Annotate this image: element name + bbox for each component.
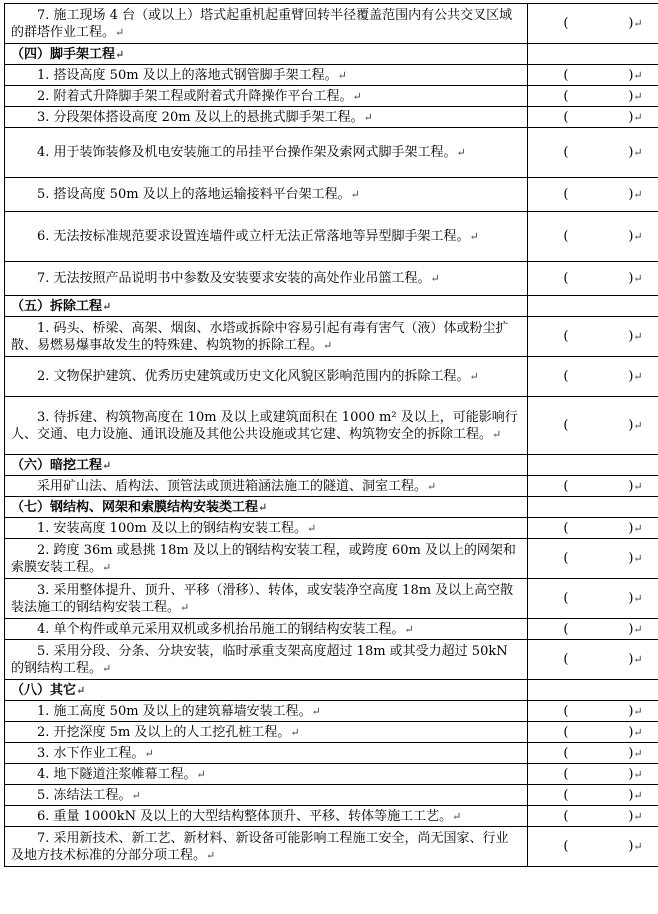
- paragraph-mark-icon: ↵: [633, 552, 643, 565]
- check-cell: [528, 827, 658, 867]
- open-paren: (: [563, 808, 569, 824]
- close-paren: ): [628, 745, 634, 761]
- close-paren: ): [628, 591, 634, 606]
- open-paren: (: [563, 109, 569, 125]
- paragraph-mark-icon: ↵: [350, 188, 360, 201]
- open-paren: (: [563, 16, 569, 31]
- empty-cell: [528, 497, 658, 518]
- row-text: 7. 采用新技术、新工艺、新材料、新设备可能影响工程施工安全，尚无国家、行业及地方技术标准的分部分项工程。: [11, 830, 509, 863]
- item-text: [5, 764, 528, 785]
- paragraph-mark-icon: ↵: [633, 521, 643, 535]
- open-paren: (: [563, 839, 569, 854]
- open-paren: (: [563, 766, 569, 782]
- item-row: [5, 722, 658, 743]
- section-title: [5, 497, 528, 518]
- item-row: [5, 785, 658, 806]
- paragraph-mark-icon: ↵: [633, 767, 643, 781]
- section-title: [5, 680, 528, 701]
- close-paren: ): [628, 187, 634, 202]
- item-text: [5, 518, 528, 539]
- paragraph-mark-icon: ↵: [102, 560, 112, 574]
- paragraph-mark-icon: ↵: [196, 767, 206, 781]
- check-parentheses[interactable]: [563, 724, 633, 741]
- row-text: 3. 分段架体搭设高度 20m 及以上的悬挑式脚手架工程。: [37, 109, 364, 125]
- section-row: [5, 44, 658, 65]
- item-text: [5, 827, 528, 867]
- check-parentheses[interactable]: [563, 228, 633, 245]
- paragraph-mark-icon: ↵: [633, 89, 643, 103]
- close-paren: ): [628, 724, 634, 740]
- paragraph-mark-icon: ↵: [102, 661, 112, 675]
- row-text: 2. 跨度 36m 或悬挑 18m 及以上的钢结构安装工程，或跨度 60m 及以上的网架和索膜安装工程。: [11, 542, 516, 575]
- item-row: [5, 539, 658, 579]
- close-paren: ): [628, 766, 634, 782]
- check-parentheses[interactable]: [563, 838, 633, 855]
- open-paren: (: [563, 621, 569, 637]
- check-parentheses[interactable]: [563, 368, 633, 385]
- item-row: [5, 397, 658, 455]
- paragraph-mark-icon: ↵: [633, 419, 643, 432]
- item-row: [5, 701, 658, 722]
- close-paren: ): [628, 839, 634, 854]
- item-row: [5, 128, 658, 178]
- item-text: [5, 4, 528, 44]
- item-text: [5, 785, 528, 806]
- check-parentheses[interactable]: [563, 328, 633, 345]
- item-row: [5, 65, 658, 86]
- row-text: 3. 采用整体提升、顶升、平移（滑移）、转体，或安装净空高度 18m 及以上高空散装法施工的钢结构安装工程。: [11, 582, 514, 615]
- row-text: 4. 用于装饰装修及机电安装施工的吊挂平台操作架及索网式脚手架工程。: [37, 145, 457, 160]
- check-cell: [528, 128, 658, 178]
- paragraph-mark-icon: ↵: [452, 809, 462, 823]
- check-cell: [528, 579, 658, 619]
- close-paren: ): [628, 478, 634, 494]
- item-text: [5, 86, 528, 107]
- check-cell: [528, 357, 658, 397]
- close-paren: ): [628, 551, 634, 566]
- check-parentheses[interactable]: [563, 787, 633, 804]
- open-paren: (: [563, 88, 569, 104]
- section-row: [5, 680, 658, 701]
- paragraph-mark-icon: ↵: [633, 110, 643, 124]
- paragraph-mark-icon: ↵: [456, 146, 466, 159]
- paragraph-mark-icon: ↵: [633, 17, 643, 30]
- close-paren: ): [628, 369, 634, 384]
- row-text: 1. 安装高度 100m 及以上的钢结构安装工程。: [37, 520, 307, 536]
- row-text: 7. 无法按照产品说明书中参数及安装要求安装的高处作业吊篮工程。: [37, 271, 431, 286]
- item-row: [5, 178, 658, 212]
- item-text: [5, 357, 528, 397]
- row-text: （四）脚手架工程: [11, 46, 116, 62]
- open-paren: (: [563, 187, 569, 202]
- item-row: [5, 107, 658, 128]
- close-paren: ): [628, 67, 634, 83]
- paragraph-mark-icon: ↵: [311, 704, 321, 718]
- item-text: [5, 212, 528, 262]
- paragraph-mark-icon: ↵: [633, 272, 643, 285]
- section-row: [5, 455, 658, 476]
- open-paren: (: [563, 67, 569, 83]
- row-text: 3. 水下作业工程。: [37, 745, 145, 761]
- row-text: 2. 开挖深度 5m 及以上的人工挖孔桩工程。: [37, 724, 291, 740]
- paragraph-mark-icon: ↵: [76, 683, 86, 697]
- row-text: （五）拆除工程: [11, 298, 103, 314]
- item-text: [5, 476, 528, 497]
- row-text: 2. 文物保护建筑、优秀历史建筑或历史文化风貌区影响范围内的拆除工程。: [37, 369, 470, 384]
- item-row: [5, 317, 658, 357]
- check-cell: [528, 518, 658, 539]
- row-text: 采用矿山法、盾构法、顶管法或顶进箱涵法施工的隧道、洞室工程。: [37, 478, 428, 494]
- paragraph-mark-icon: ↵: [427, 479, 437, 493]
- close-paren: ): [628, 703, 634, 719]
- close-paren: ): [628, 808, 634, 824]
- open-paren: (: [563, 478, 569, 494]
- check-parentheses[interactable]: [563, 88, 633, 105]
- open-paren: (: [563, 271, 569, 286]
- item-text: [5, 722, 528, 743]
- paragraph-mark-icon: ↵: [430, 272, 440, 285]
- paragraph-mark-icon: ↵: [206, 848, 216, 862]
- check-parentheses[interactable]: [563, 109, 633, 126]
- paragraph-mark-icon: ↵: [469, 370, 479, 383]
- check-cell: [528, 262, 658, 296]
- close-paren: ): [628, 520, 634, 536]
- row-text: （八）其它: [11, 682, 77, 698]
- check-cell: [528, 317, 658, 357]
- paragraph-mark-icon: ↵: [633, 746, 643, 760]
- paragraph-mark-icon: ↵: [290, 725, 300, 739]
- section-row: [5, 296, 658, 317]
- item-row: [5, 86, 658, 107]
- item-row: [5, 827, 658, 867]
- check-parentheses[interactable]: [563, 745, 633, 762]
- check-parentheses[interactable]: [563, 766, 633, 783]
- item-text: [5, 806, 528, 827]
- close-paren: ): [628, 16, 634, 31]
- paragraph-mark-icon: ↵: [633, 704, 643, 718]
- paragraph-mark-icon: ↵: [102, 458, 112, 472]
- check-cell: [528, 785, 658, 806]
- check-parentheses[interactable]: [563, 808, 633, 825]
- item-row: [5, 212, 658, 262]
- open-paren: (: [563, 591, 569, 606]
- open-paren: (: [563, 418, 569, 433]
- item-text: [5, 640, 528, 680]
- check-parentheses[interactable]: [563, 144, 633, 161]
- close-paren: ): [628, 418, 634, 433]
- item-text: [5, 743, 528, 764]
- paragraph-mark-icon: ↵: [180, 600, 190, 614]
- check-cell: [528, 743, 658, 764]
- paragraph-mark-icon: ↵: [323, 338, 333, 352]
- row-text: 6. 无法按标准规范要求设置连墙件或立杆无法正常落地等异型脚手架工程。: [37, 229, 470, 244]
- paragraph-mark-icon: ↵: [469, 230, 479, 243]
- item-text: [5, 397, 528, 455]
- item-row: [5, 476, 658, 497]
- open-paren: (: [563, 551, 569, 566]
- paragraph-mark-icon: ↵: [633, 68, 643, 82]
- check-parentheses[interactable]: [563, 15, 633, 32]
- check-cell: [528, 86, 658, 107]
- row-text: 3. 待拆建、构筑物高度在 10m 及以上或建筑面积在 1000 m² 及以上，可能影响行人、交通、电力设施、通讯设施及其他公共设施或其它建、构筑物安全的拆除工程。: [11, 409, 518, 442]
- row-text: 1. 施工高度 50m 及以上的建筑幕墙安装工程。: [37, 703, 312, 719]
- section-title: [5, 296, 528, 317]
- paragraph-mark-icon: ↵: [633, 788, 643, 802]
- check-cell: [528, 4, 658, 44]
- paragraph-mark-icon: ↵: [258, 500, 268, 514]
- paragraph-mark-icon: ↵: [306, 521, 317, 535]
- close-paren: ): [628, 88, 634, 104]
- paragraph-mark-icon: ↵: [633, 653, 643, 666]
- item-text: [5, 317, 528, 357]
- paragraph-mark-icon: ↵: [337, 68, 347, 82]
- item-text: [5, 701, 528, 722]
- item-text: [5, 262, 528, 296]
- item-row: [5, 262, 658, 296]
- check-parentheses[interactable]: [563, 417, 633, 434]
- paragraph-mark-icon: ↵: [633, 809, 643, 823]
- open-paren: (: [563, 145, 569, 160]
- paragraph-mark-icon: ↵: [633, 230, 643, 243]
- check-cell: [528, 764, 658, 785]
- item-row: [5, 743, 658, 764]
- check-parentheses[interactable]: [563, 550, 633, 567]
- item-text: [5, 65, 528, 86]
- paragraph-mark-icon: ↵: [144, 746, 154, 760]
- paragraph-mark-icon: ↵: [102, 299, 112, 313]
- check-cell: [528, 806, 658, 827]
- paragraph-mark-icon: ↵: [633, 370, 643, 383]
- check-cell: [528, 397, 658, 455]
- item-row: [5, 357, 658, 397]
- check-cell: [528, 212, 658, 262]
- check-cell: [528, 178, 658, 212]
- paragraph-mark-icon: ↵: [633, 622, 643, 636]
- close-paren: ): [628, 652, 634, 667]
- close-paren: ): [628, 621, 634, 637]
- paragraph-mark-icon: ↵: [633, 725, 643, 739]
- paragraph-mark-icon: ↵: [363, 110, 373, 124]
- check-parentheses[interactable]: [563, 478, 633, 495]
- row-text: 4. 地下隧道注浆帷幕工程。: [37, 766, 197, 782]
- item-row: [5, 619, 658, 640]
- row-text: 1. 搭设高度 50m 及以上的落地式钢管脚手架工程。: [37, 67, 338, 83]
- row-text: 5. 采用分段、分条、分块安装，临时承重支架高度超过 18m 或其受力超过 50kN 的钢结构工程。: [11, 643, 508, 676]
- open-paren: (: [563, 652, 569, 667]
- row-text: 6. 重量 1000kN 及以上的大型结构整体顶升、平移、转体等施工工艺。: [37, 808, 453, 824]
- item-text: [5, 128, 528, 178]
- close-paren: ): [628, 271, 634, 286]
- section-title: [5, 44, 528, 65]
- close-paren: ): [628, 229, 634, 244]
- close-paren: ): [628, 787, 634, 803]
- row-text: 7. 施工现场 4 台（或以上）塔式起重机起重臂回转半径覆盖范围内有公共交叉区域的群塔作业工程。: [11, 7, 513, 40]
- close-paren: ): [628, 329, 634, 344]
- row-text: 5. 搭设高度 50m 及以上的落地运输接料平台架工程。: [37, 187, 351, 202]
- check-cell: [528, 701, 658, 722]
- empty-cell: [528, 680, 658, 701]
- row-text: （七）钢结构、网架和索膜结构安装类工程: [11, 499, 259, 515]
- project-checklist-table: [4, 3, 658, 867]
- open-paren: (: [563, 703, 569, 719]
- paragraph-mark-icon: ↵: [633, 330, 643, 343]
- check-cell: [528, 65, 658, 86]
- check-parentheses[interactable]: [563, 651, 633, 668]
- check-cell: [528, 539, 658, 579]
- paragraph-mark-icon: ↵: [633, 146, 643, 159]
- check-parentheses[interactable]: [563, 67, 633, 84]
- paragraph-mark-icon: ↵: [492, 427, 502, 441]
- empty-cell: [528, 455, 658, 476]
- check-parentheses[interactable]: [563, 590, 633, 607]
- row-text: （六）暗挖工程: [11, 457, 103, 473]
- empty-cell: [528, 44, 658, 65]
- check-parentheses[interactable]: [563, 186, 633, 203]
- open-paren: (: [563, 329, 569, 344]
- paragraph-mark-icon: ↵: [115, 25, 125, 39]
- row-text: 1. 码头、桥梁、高架、烟囱、水塔或拆除中容易引起有毒有害气（液）体或粉尘扩散、易燃易爆事故发生的特殊建、构筑物的拆除工程。: [11, 320, 509, 353]
- open-paren: (: [563, 745, 569, 761]
- row-text: 5. 冻结法工程。: [37, 787, 132, 803]
- close-paren: ): [628, 145, 634, 160]
- paragraph-mark-icon: ↵: [633, 592, 643, 605]
- check-cell: [528, 640, 658, 680]
- item-row: [5, 640, 658, 680]
- check-cell: [528, 107, 658, 128]
- open-paren: (: [563, 520, 569, 536]
- item-row: [5, 4, 658, 44]
- paragraph-mark-icon: ↵: [352, 89, 362, 103]
- row-text: 4. 单个构件或单元采用双机或多机抬吊施工的钢结构安装工程。: [37, 621, 405, 637]
- row-text: 2. 附着式升降脚手架工程或附着式升降操作平台工程。: [37, 88, 353, 104]
- item-text: [5, 619, 528, 640]
- item-row: [5, 764, 658, 785]
- check-cell: [528, 619, 658, 640]
- paragraph-mark-icon: ↵: [633, 479, 643, 493]
- check-parentheses[interactable]: [563, 270, 633, 287]
- open-paren: (: [563, 229, 569, 244]
- item-text: [5, 178, 528, 212]
- paragraph-mark-icon: ↵: [115, 47, 125, 61]
- item-text: [5, 107, 528, 128]
- item-row: [5, 579, 658, 619]
- open-paren: (: [563, 369, 569, 384]
- check-parentheses[interactable]: [563, 703, 633, 720]
- paragraph-mark-icon: ↵: [131, 788, 141, 802]
- item-text: [5, 539, 528, 579]
- open-paren: (: [563, 724, 569, 740]
- empty-cell: [528, 296, 658, 317]
- item-text: [5, 579, 528, 619]
- check-cell: [528, 476, 658, 497]
- section-row: [5, 497, 658, 518]
- paragraph-mark-icon: ↵: [633, 840, 643, 853]
- section-title: [5, 455, 528, 476]
- item-row: [5, 518, 658, 539]
- paragraph-mark-icon: ↵: [404, 622, 414, 636]
- open-paren: (: [563, 787, 569, 803]
- check-parentheses[interactable]: [563, 621, 633, 638]
- paragraph-mark-icon: ↵: [633, 188, 643, 201]
- close-paren: ): [628, 109, 634, 125]
- check-parentheses[interactable]: [563, 520, 633, 537]
- check-cell: [528, 722, 658, 743]
- item-row: [5, 806, 658, 827]
